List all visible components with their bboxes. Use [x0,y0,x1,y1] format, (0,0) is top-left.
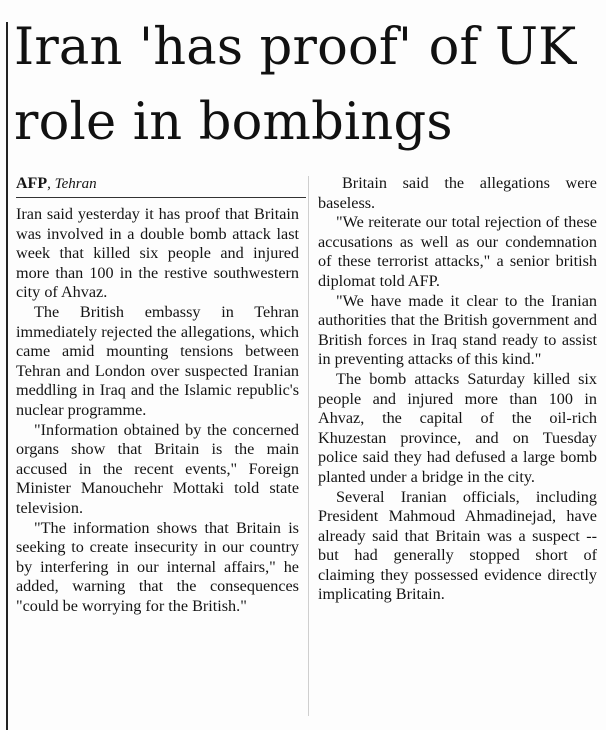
dateline-separator: , [47,176,51,192]
dateline-place: Tehran [54,176,97,192]
article-paragraph: The bomb attacks Saturday killed six people and injured more than 100 in Ahvaz, the capital of the oil-rich Khuzestan province, and on Tuesday police said they had defused a large bomb planted under a bridge in the city. [318,369,597,486]
article-paragraph: "We reiterate our total rejection of these accusations as well as our condemnation of these terrorist attacks," a senior british diplomat told AFP. [318,213,597,290]
column-divider [308,176,309,716]
article-paragraph: Britain said the allegations were baseless. [318,174,597,212]
article-paragraph: The British embassy in Tehran immediately rejected the allegations, which came amid mounting tensions between Tehran and London over suspected Iranian meddling in Iraq and the Islamic republic's nuclear programme. [16,302,299,419]
left-border-rule [6,22,8,730]
headline: Iran 'has proof' of UK role in bombings [14,18,577,152]
article-paragraph: "Information obtained by the concerned organs show that Britain is the main accused in the recent events," Foreign Minister Manouchehr Mottaki told state television. [16,420,299,517]
article-column-left [16,205,299,616]
news-agency: AFP [16,175,48,192]
dateline [16,174,306,198]
article-paragraph: "The information shows that Britain is seeking to create insecurity in our country by interfering in our internal affairs," he added, warning that the consequences "could be worrying for the British." [16,518,299,615]
article-paragraph: Iran said yesterday it has proof that Britain was involved in a double bomb attack last week that killed six people and injured more than 100 in the restive southwestern city of Ahvaz. [16,205,299,302]
article-paragraph: "We have made it clear to the Iranian authorities that the British government and British forces in Iraq stand ready to assist in preventing attacks of this kind." [318,291,597,369]
article-column-right [318,174,597,605]
article-paragraph: Several Iranian officials, including President Mahmoud Ahmadinejad, have already said that Britain was a suspect -- but had generally stopped short of claiming they possessed evidence directly implicating Britain. [318,487,597,604]
